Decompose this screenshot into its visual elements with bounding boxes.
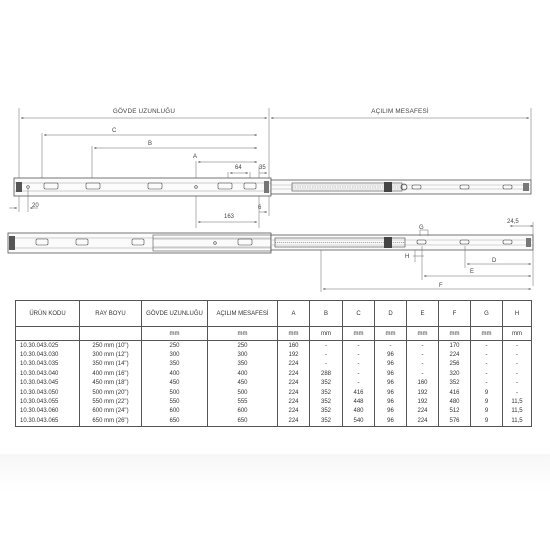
dim-label-e: E [470, 269, 475, 275]
table-cell: - [471, 360, 503, 369]
table-cell: 224 [278, 360, 310, 369]
dim-label-a: A [193, 154, 198, 160]
table-cell: 540 [343, 416, 375, 426]
table-cell: 224 [278, 416, 310, 426]
unit-cell: mm [343, 327, 375, 341]
table-cell: 96 [375, 416, 407, 426]
unit-cell: mm [142, 327, 208, 341]
table-row [16, 407, 532, 416]
table-cell: - [503, 379, 532, 388]
table-cell: 550 mm (22") [80, 397, 142, 406]
table-cell: - [471, 369, 503, 378]
table-cell: 555 [208, 397, 278, 406]
table-cell: 224 [407, 416, 439, 426]
table-cell: 576 [439, 416, 471, 426]
table-cell: - [407, 350, 439, 359]
product-code-cell: 10.30.043.035 [16, 360, 80, 369]
table-cell: 352 [310, 388, 343, 397]
table-header-row [16, 301, 532, 327]
column-header: D [375, 301, 407, 327]
unit-cell: mm [208, 327, 278, 341]
table-cell: 512 [439, 407, 471, 416]
table-cell: 96 [375, 407, 407, 416]
dim-label-35: 35 [259, 165, 266, 171]
table-cell: - [407, 369, 439, 378]
table-cell: - [503, 360, 532, 369]
table-cell: 96 [375, 369, 407, 378]
footer-band [0, 454, 550, 550]
table-cell: 416 [439, 388, 471, 397]
table-cell: 96 [375, 350, 407, 359]
table-cell: - [407, 341, 439, 351]
header-extension-distance: AÇILIM MESAFESİ [371, 108, 429, 115]
table-cell: - [343, 369, 375, 378]
table-cell: 352 [310, 397, 343, 406]
dim-label-b: B [148, 141, 153, 147]
table-cell: 160 [278, 341, 310, 351]
table-cell: - [503, 388, 532, 397]
table-cell: 250 [208, 341, 278, 351]
table-row [16, 350, 532, 359]
unit-cell: mm [407, 327, 439, 341]
column-header: AÇILIM MESAFESİ [208, 301, 278, 327]
table-cell: 192 [407, 397, 439, 406]
table-cell: 352 [310, 379, 343, 388]
dim-label-g: G [419, 225, 424, 231]
table-cell: 350 [142, 360, 208, 369]
dim-label-f: F [439, 283, 443, 289]
product-code-cell: 10.30.043.025 [16, 341, 80, 351]
column-header: F [439, 301, 471, 327]
table-cell: 450 [142, 379, 208, 388]
table-cell: 500 [208, 388, 278, 397]
dim-label-6: 6 [258, 205, 262, 211]
table-cell: 9 [471, 416, 503, 426]
product-code-cell: 10.30.043.030 [16, 350, 80, 359]
table-cell: 500 [142, 388, 208, 397]
product-code-cell: 10.30.043.060 [16, 407, 80, 416]
table-cell: 192 [278, 350, 310, 359]
table-cell: 500 mm (20") [80, 388, 142, 397]
dim-label-d: D [492, 258, 497, 264]
table-cell: - [471, 379, 503, 388]
table-cell: 450 [208, 379, 278, 388]
column-header: ÜRÜN KODU [16, 301, 80, 327]
table-units-row [16, 327, 532, 341]
table-cell: - [407, 360, 439, 369]
table-cell: 224 [278, 369, 310, 378]
table-cell: 600 [208, 407, 278, 416]
table-cell: 11,5 [503, 407, 532, 416]
table-cell: 224 [278, 397, 310, 406]
table-cell: - [310, 360, 343, 369]
table-cell: 300 [142, 350, 208, 359]
column-header: A [278, 301, 310, 327]
table-row [16, 388, 532, 397]
table-cell: 96 [375, 379, 407, 388]
product-code-cell: 10.30.043.050 [16, 388, 80, 397]
table-cell: 650 [208, 416, 278, 426]
dim-label-20: 20 [32, 203, 39, 209]
table-cell: 160 [407, 379, 439, 388]
table-cell: - [503, 341, 532, 351]
table-cell: - [310, 341, 343, 351]
dim-label-24-5: 24,5 [507, 219, 519, 225]
column-header: GÖVDE UZUNLUĞU [142, 301, 208, 327]
dim-label-163: 163 [224, 214, 235, 220]
unit-cell [16, 327, 80, 341]
table-cell: 300 mm (12") [80, 350, 142, 359]
table-cell: - [310, 350, 343, 359]
table-cell: 9 [471, 388, 503, 397]
table-row [16, 360, 532, 369]
table-cell: - [471, 350, 503, 359]
unit-cell: mm [310, 327, 343, 341]
product-code-cell: 10.30.043.065 [16, 416, 80, 426]
table-row [16, 416, 532, 426]
bottom-slide-outer [8, 233, 271, 253]
table-cell: 11,5 [503, 416, 532, 426]
unit-cell: mm [503, 327, 532, 341]
header-body-length: GÖVDE UZUNLUĞU [112, 108, 176, 115]
table-cell: 96 [375, 360, 407, 369]
product-code-cell: 10.30.043.055 [16, 397, 80, 406]
dim-label-h: H [405, 254, 410, 260]
table-cell: 480 [343, 407, 375, 416]
table-cell: - [343, 360, 375, 369]
table-cell: 9 [471, 407, 503, 416]
unit-cell [80, 327, 142, 341]
table-cell: 96 [375, 397, 407, 406]
column-header: E [407, 301, 439, 327]
table-row [16, 397, 532, 406]
table-cell: 300 [208, 350, 278, 359]
table-cell: 320 [439, 369, 471, 378]
unit-cell: mm [439, 327, 471, 341]
table-cell: - [375, 341, 407, 351]
column-header: G [471, 301, 503, 327]
table-cell: - [503, 350, 532, 359]
table-row [16, 341, 532, 351]
table-cell: - [343, 379, 375, 388]
table-cell: 224 [278, 379, 310, 388]
dim-label-c: C [112, 128, 117, 134]
table-cell: 600 [142, 407, 208, 416]
product-code-cell: 10.30.043.040 [16, 369, 80, 378]
bottom-dimension-lines [321, 222, 533, 292]
table-cell: 224 [278, 407, 310, 416]
column-header: C [343, 301, 375, 327]
table-cell: 192 [407, 388, 439, 397]
dim-label-64: 64 [235, 165, 242, 171]
unit-cell: mm [375, 327, 407, 341]
table-cell: - [471, 341, 503, 351]
table-cell: 350 mm (14") [80, 360, 142, 369]
table-cell: 400 [208, 369, 278, 378]
spec-table [15, 300, 532, 427]
table-cell: 400 [142, 369, 208, 378]
table-cell: 352 [310, 407, 343, 416]
product-code-cell: 10.30.043.045 [16, 379, 80, 388]
table-cell: 170 [439, 341, 471, 351]
unit-cell: mm [471, 327, 503, 341]
table-cell: 400 mm (16") [80, 369, 142, 378]
table-cell: 600 mm (24") [80, 407, 142, 416]
table-cell: 288 [310, 369, 343, 378]
table-cell: 350 [208, 360, 278, 369]
table-cell: 11,5 [503, 397, 532, 406]
table-cell: 96 [375, 388, 407, 397]
column-header: H [503, 301, 532, 327]
top-slide-extension [271, 180, 531, 194]
table-cell: 256 [439, 360, 471, 369]
table-cell: 224 [407, 407, 439, 416]
top-slide-closed [14, 178, 271, 196]
table-cell: 650 [142, 416, 208, 426]
table-cell: 416 [343, 388, 375, 397]
table-cell: 650 mm (26") [80, 416, 142, 426]
unit-cell: mm [278, 327, 310, 341]
table-cell: 480 [439, 397, 471, 406]
column-header: B [310, 301, 343, 327]
table-cell: 450 mm (18") [80, 379, 142, 388]
table-row [16, 369, 532, 378]
bottom-slide-inner [271, 235, 533, 250]
column-header: RAY BOYU [80, 301, 142, 327]
table-cell: 352 [439, 379, 471, 388]
table-cell: 224 [439, 350, 471, 359]
table-cell: - [343, 350, 375, 359]
table-cell: 550 [142, 397, 208, 406]
table-cell: 352 [310, 416, 343, 426]
table-cell: 9 [471, 397, 503, 406]
table-row [16, 379, 532, 388]
header-dimensions [19, 108, 531, 182]
table-cell: 250 mm (10") [80, 341, 142, 351]
table-cell: 448 [343, 397, 375, 406]
table-cell: 224 [278, 388, 310, 397]
table-cell: - [343, 341, 375, 351]
table-cell: 250 [142, 341, 208, 351]
table-cell: - [503, 369, 532, 378]
